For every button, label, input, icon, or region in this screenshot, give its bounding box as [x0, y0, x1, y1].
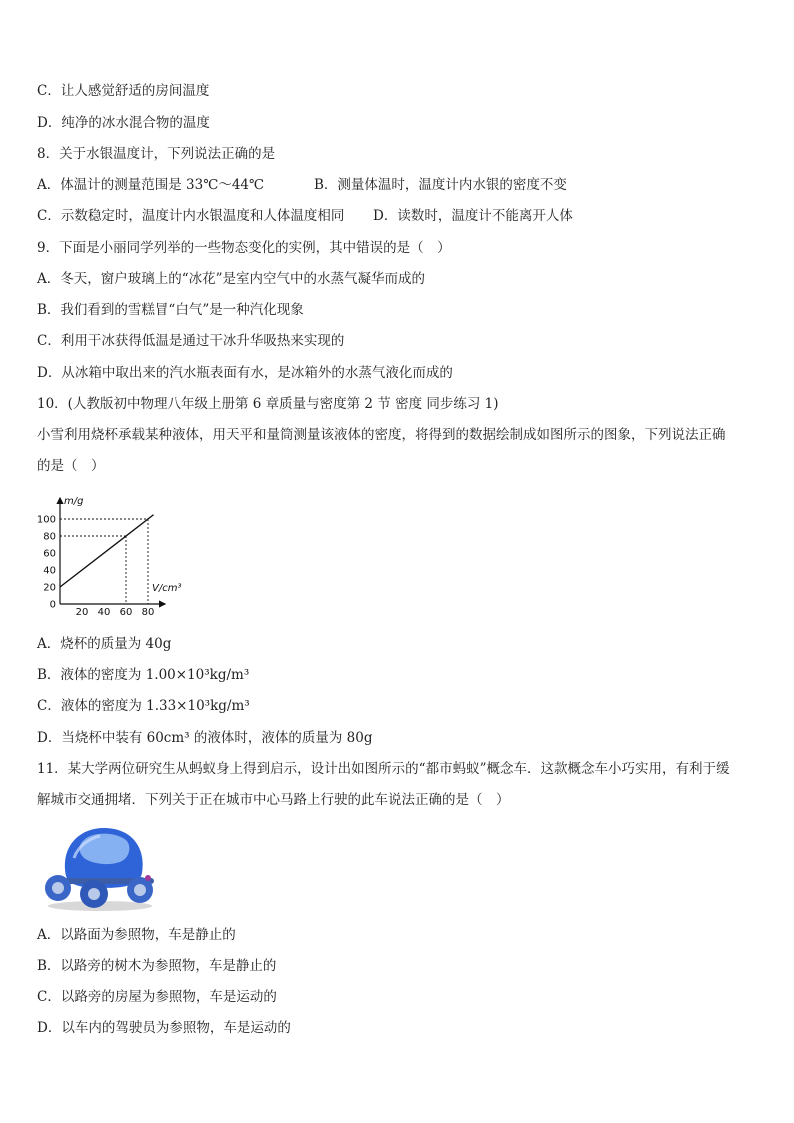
q11-option-b: B．以路旁的树木为参照物，车是静止的 — [37, 958, 277, 974]
q8-stem: 8．关于水银温度计，下列说法正确的是 — [37, 146, 276, 162]
q10-body-line2: 的是（ ） — [37, 458, 105, 474]
x-tick-label: 20 — [75, 607, 89, 618]
q9-option-c: C．利用干冰获得低温是通过干冰升华吸热来实现的 — [37, 333, 345, 349]
q10-option-b: B．液体的密度为 1.00×10³kg/m³ — [37, 667, 250, 683]
y-tick-label: 20 — [43, 582, 56, 594]
q9-option-d: D．从冰箱中取出来的汽水瓶表面有水，是冰箱外的水蒸气液化而成的 — [37, 365, 453, 381]
q10-option-d: D．当烧杯中装有 60cm³ 的液体时，液体的质量为 80g — [37, 730, 373, 746]
q9-stem: 9．下面是小丽同学列举的一些物态变化的实例，其中错误的是（ ） — [37, 240, 451, 256]
x-tick-label: 40 — [97, 607, 111, 618]
q8-option-a: A．体温计的测量范围是 33℃～44℃ — [37, 177, 265, 193]
x-tick-label: 80 — [141, 607, 155, 618]
q9-option-a: A．冬天，窗户玻璃上的“冰花”是室内空气中的水蒸气凝华而成的 — [37, 271, 426, 287]
q10-option-a: A．烧杯的质量为 40g — [37, 636, 172, 652]
car-wheel-back-right — [127, 877, 153, 903]
q8-option-c: C．示数稳定时，温度计内水银温度和人体温度相同 — [37, 208, 345, 224]
x-tick-label: 60 — [119, 607, 133, 618]
q8-option-b: B．测量体温时，温度计内水银的密度不变 — [314, 177, 567, 193]
q7-option-d: D．纯净的冰水混合物的温度 — [37, 115, 210, 131]
q10-option-c: C．液体的密度为 1.33×10³kg/m³ — [37, 698, 250, 714]
y-tick-label: 40 — [43, 565, 56, 577]
q10-stem: 10．(人教版初中物理八年级上册第 6 章质量与密度第 2 节 密度 同步练习 1) — [37, 396, 499, 412]
q8-option-d: D．读数时，温度计不能离开人体 — [373, 208, 573, 224]
car-wheel-front-left — [45, 875, 71, 901]
q9-option-b: B．我们看到的雪糕冒“白气”是一种汽化现象 — [37, 302, 304, 318]
q11-option-d: D．以车内的驾驶员为参照物，车是运动的 — [37, 1020, 291, 1036]
y-tick-label: 80 — [43, 531, 56, 543]
y-tick-label: 60 — [43, 548, 56, 560]
q11-stem-line1: 11．某大学两位研究生从蚂蚁身上得到启示，设计出如图所示的“都市蚂蚁”概念车．这款概念车小巧实用，有利于缓 — [37, 761, 730, 777]
car-wheel-back-left — [80, 880, 108, 908]
y-tick-label: 0 — [49, 599, 56, 611]
mass-volume-graph — [30, 492, 182, 618]
x-axis-label: V/cm³ — [152, 583, 182, 594]
city-ant-concept-car-image — [40, 818, 162, 912]
data-line-mass-vs-volume — [60, 515, 154, 587]
q11-option-c: C．以路旁的房屋为参照物，车是运动的 — [37, 989, 277, 1005]
q11-option-a: A．以路面为参照物，车是静止的 — [37, 927, 236, 943]
y-tick-label: 100 — [36, 514, 56, 526]
y-axis-label: m/g — [64, 496, 84, 507]
q10-body-line1: 小雪利用烧杯承载某种液体，用天平和量筒测量该液体的密度，将得到的数据绘制成如图所示的图象，下列说法正确 — [37, 427, 726, 443]
q7-option-c: C．让人感觉舒适的房间温度 — [37, 83, 210, 99]
q11-stem-line2: 解城市交通拥堵．下列关于正在城市中心马路上行驶的此车说法正确的是（ ） — [37, 792, 510, 808]
